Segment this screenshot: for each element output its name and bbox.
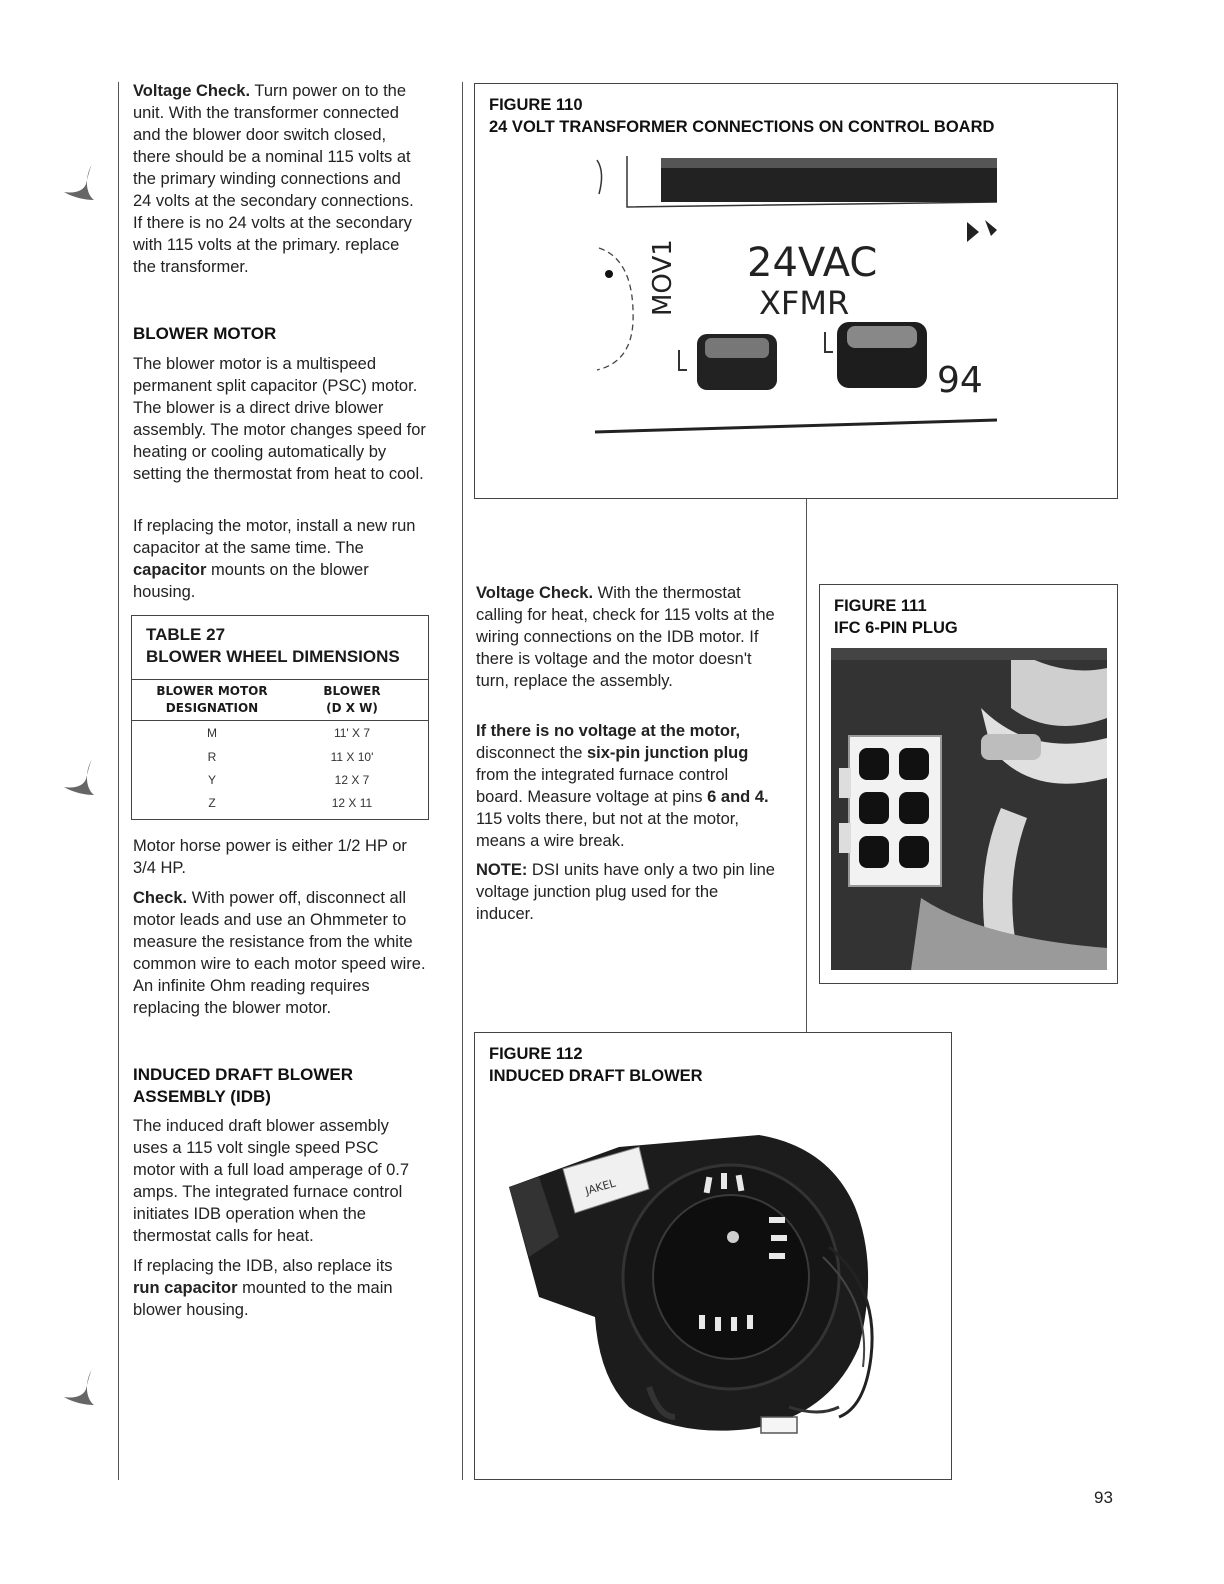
table-header-blower: BLOWER (D X W) [323,684,381,715]
board-label-xfmr: XFMR [759,284,850,322]
table-cell-size: 11' X 7 [333,726,371,740]
table-cell-designation: R [207,750,217,764]
binder-mark-1 [56,160,106,210]
table-cell-size: 11 X 10' [330,750,374,764]
table-cell-designation: Z [208,796,216,810]
replace-motor-paragraph: If replacing the motor, install a new run capacitor at the same time. The capacitor mounts on the blower housing. [133,517,416,601]
binder-mark-2 [56,755,106,805]
table-title: TABLE 27 BLOWER WHEEL DIMENSIONS [146,625,400,666]
transformer-board-photo [587,152,1007,452]
right-column-rule [806,498,807,1032]
board-label-mov1: MOV1 [648,239,678,316]
horse-power-paragraph: Motor horse power is either 1/2 HP or 3/4 HP. [133,837,407,877]
voltage-check-paragraph: Voltage Check. Turn power on to the unit. With the transformer connected and the blower door switch closed, there should be a nominal 115 volts at the primary winding connections and 24 volts at the secondary connections. If there is no 24 volts at the secondary with 115 volts at the primary. replace the transformer. [133,82,414,276]
blower-motor-heading: BLOWER MOTOR [133,324,277,343]
idb-voltage-check-paragraph: Voltage Check. With the thermostat calling for heat, check for 115 volts at the wiring connections on the IDB motor. If there is voltage and the motor doesn't turn, replace the assembly. [476,584,775,690]
table-header-designation: BLOWER MOTOR DESIGNATION [156,684,268,715]
blower-motor-description: The blower motor is a multispeed permanent split capacitor (PSC) motor. The blower is a direct drive blower assembly. The motor changes speed for heating or cooling automatically by setting the thermostat from heat to cool. [133,355,426,483]
induced-draft-blower-photo [499,1117,909,1457]
figure-112-caption: FIGURE 112 INDUCED DRAFT BLOWER [489,1045,703,1085]
replace-idb-paragraph: If replacing the IDB, also replace its run capacitor mounted to the main blower housing. [133,1257,393,1319]
figure-111-caption: FIGURE 111 IFC 6-PIN PLUG [834,597,958,637]
board-label-24vac: 24VAC [747,240,878,286]
binder-mark-3 [56,1365,106,1415]
table-cell-designation: Y [207,773,216,787]
table-cell-designation: M [207,726,217,740]
idb-heading: INDUCED DRAFT BLOWER ASSEMBLY (IDB) [133,1065,354,1106]
table-27 [131,615,429,820]
note-paragraph: NOTE: DSI units have only a two pin line voltage junction plug used for the inducer. [476,861,775,923]
check-paragraph: Check. With power off, disconnect all motor leads and use an Ohmmeter to measure the resistance from the white common wire to each motor speed wire. An infinite Ohm reading requires replacing the blower motor. [133,889,426,1017]
figure-110 [474,83,1118,499]
board-label-94: 94 [937,360,983,401]
table-cell-size: 12 X 7 [334,773,370,787]
figure-111 [819,584,1118,984]
no-voltage-paragraph: If there is no voltage at the motor, disconnect the six-pin junction plug from the integrated furnace control board. Measure voltage at pins 6 and 4. 115 volts there, but not at the motor, means a wire break. [476,722,769,850]
idb-description: The induced draft blower assembly uses a 115 volt single speed PSC motor with a full load amperage of 0.7 amps. The integrated furnace control initiates IDB operation when the thermostat calls for heat. [133,1117,410,1245]
motor-label: JAKEL [583,1176,618,1198]
page-number: 93 [1094,1488,1113,1507]
left-column-rule [118,82,119,1480]
middle-column-rule [462,82,463,1480]
figure-112 [474,1032,952,1480]
figure-110-caption: FIGURE 110 24 VOLT TRANSFORMER CONNECTIONS ON CONTROL BOARD [489,96,995,136]
table-cell-size: 12 X 11 [331,796,373,810]
six-pin-plug-photo [831,648,1107,970]
